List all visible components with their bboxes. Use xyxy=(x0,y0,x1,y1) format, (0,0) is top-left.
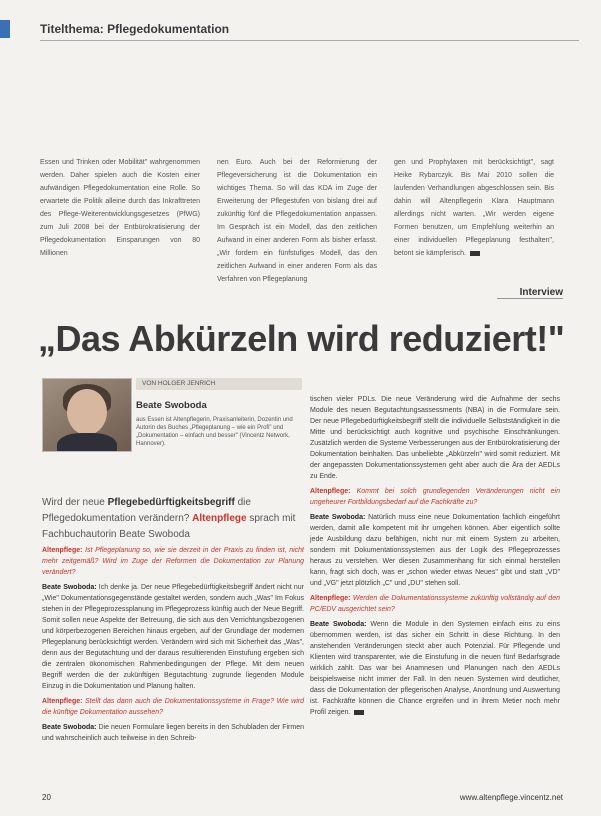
end-mark-icon xyxy=(470,251,480,256)
lead-keyword: Pflegebedürftigkeitsbegriff xyxy=(107,497,235,508)
interview-answer: Beate Swoboda: Die neuen Formulare liegen bereits in den Schubladen der Firmen und wahrscheinlich auch teilweise in den Schreib- xyxy=(42,724,304,742)
intro-column-1: Essen und Trinken oder Mobilität" wahrgenommen werden. Daher spielen auch die Kosten einer aufwändigen Pflegedokumentation eine Rolle. So erwartete die Politik alleine durch das Inkrafttreten des Pflege-Weiterentwicklungsgesetzes (PfWG) zum Juli 2008 bei der Entbürokratisierung der Pflegedokumentation Einsparungen von 80 Millionen xyxy=(40,159,200,257)
speaker-tag: Beate Swoboda: xyxy=(310,621,367,628)
interview-answer: Beate Swoboda: Ich denke ja. Der neue Pflegebedürftigkeitsbegriff ändert nicht nur „Wie" Dokumentationsgegenstände gestaltet werden, sondern auch „Was" Im Fokus stehen in der Pflegeprozessplanung im Pflegeprozess künftig auch der Neue Begriff. Somit sollen neue Aspekte der Betreuung, die sich aus den Verrichtungsbezogenen und körperbezogenen Bereichen hinaus ergeben, auf der Grundlage der modernen Pflegeplanung berücksichtigt werden. Verändern wird sich mit Sicherheit das „Was", denn aus der Begutachtung und der daraus resultierenden Einstufung ergeben sich die zentralen ökonomischen Rahmenbedingungen der Pflege. Mit dem neuen Begriff werden die der zukünftigen Begutachtung zugrunde liegenden Module Einzug in die Dokumentation und Planung halten. xyxy=(42,584,304,690)
interview-section-label: Interview xyxy=(519,287,563,298)
end-mark-icon xyxy=(354,710,364,715)
interview-answer: Beate Swoboda: Natürlich muss eine neue Dokumentation fachlich eingeführt werden, damit alle kompetent mit ihr umgehen können. Aber eigentlich sollte jede Ausbildung dazu befähigen, nicht nur mit einem System zu arbeiten, sondern mit Dokumentationssystemen aus der Logik des Pflegeprozesses heraus zu verstehen. Wer diesen Zusammenhang für sich einmal herstellen kann, fragt sich doch, was er „schon wieder etwas Neues" gibt und statt „VD" und „VG" jetzt plötzlich „C" und „DU" stehen soll. xyxy=(310,514,561,587)
interviewee-description: aus Essen ist Altenpflegerin, Praxisanleiterin, Dozentin und Autorin des Buches „Pflegeplanung – wie ein Profi" und „Dokumentation – einfach und besser" (Vincentz Network, Hannover). xyxy=(136,417,293,447)
interview-question: Altenpflege: Stellt das dann auch die Dokumentationssysteme in Frage? Wie wird die künftige Dokumentation aussehen? xyxy=(42,698,304,716)
header-divider xyxy=(40,40,579,41)
speaker-tag: Altenpflege: xyxy=(310,488,351,495)
interviewee-name: Beate Swoboda xyxy=(136,400,207,411)
interview-question: Altenpflege: Ist Pflegeplanung so, wie sie derzeit in der Praxis zu finden ist, nicht mehr zeitgemäß? Wird im Zuge der Reformen die Dokumentation zur Planung verändert? xyxy=(42,547,304,576)
portrait-photo xyxy=(42,378,132,452)
section-title: Titelthema: Pflegedokumentation xyxy=(40,22,230,36)
intro-text xyxy=(40,156,570,283)
interview-answer: Beate Swoboda: Wenn die Module in den Systemen einfach eins zu eins übernommen werden, ist das sicher ein Schritt in diese Richtung. In den anstehenden Veränderungen steckt aber auch Potenzial. Für Pflegende und Klienten wird transparenter, wie die Einstufung in die neuen fünf Bedarfsgrade wirklich zahlt. Das war bei Anamnesen und Planungen nach den AEDLs beispielsweise nicht immer der Fall. In den neuen Systemen wird deutlicher, dass die Dokumentation der pflegerischen Analyse, Anordnung und Auswertung ist. Fachkräfte können die Chance ergreifen und in ihrem Metier noch mehr Profil zeigen. xyxy=(310,621,561,716)
author-byline: VON HOLGER JENRICH xyxy=(136,378,302,390)
page-header xyxy=(0,0,601,42)
interview-right-column xyxy=(310,394,560,722)
speaker-tag: Altenpflege: xyxy=(310,595,351,602)
speaker-tag: Beate Swoboda: xyxy=(310,514,366,521)
article-headline: „Das Abkürzeln wird reduziert!" xyxy=(38,318,565,359)
speaker-tag: Altenpflege: xyxy=(42,547,83,554)
intro-column-2: nen Euro. Auch bei der Reformierung der Pflegeversicherung ist die Dokumentation ein wichtiges Thema. So will das KDA im Zuge der Erweiterung der Pflegestufen von bislang drei auf zukünftig fünf die Pflegedokumentation anpassen. Im Gespräch ist ein Modell, das den zeitlichen Aufwand in einer anderen Form als bisher erfasst. „Wir fordern ein fünfstufiges Modell, das den zeitlichen Aufwand in einer anderen Form als das Verfahren von Pflegeplanung xyxy=(217,159,377,283)
speaker-tag: Beate Swoboda: xyxy=(42,584,97,591)
interview-divider xyxy=(497,298,563,299)
speaker-tag: Altenpflege: xyxy=(42,698,83,705)
interview-left-column xyxy=(42,545,304,748)
page-number: 20 xyxy=(42,793,51,802)
footer-url: www.altenpflege.vincentz.net xyxy=(459,793,563,802)
intro-column-3: gen und Prophylaxen mit berücksichtigt", sagt Heike Rybarczyk. Bis Mai 2010 sollen die laufenden Verhandlungen abgeschlossen sein. Bis dahin will Altenpflegerin Klara Hauptmann allerdings nicht warten. „Wir werden eigene Formen benutzen, um Empfehlung weiterhin an einer individuellen Pflegeplanung festhalten", betont sie kämpferisch. xyxy=(394,159,554,257)
article-lead: Wird der neue Pflegebedürftigkeitsbegriff die Pflegedokumentation verändern? Altenpflege sprach mit Fachbuchautorin Beate Swoboda xyxy=(42,497,296,540)
interview-question: Altenpflege: Kommt bei solch grundlegenden Veränderungen nicht ein ungeheurer Fortbildungsbedarf auf die Fachkräfte zu? xyxy=(310,488,560,506)
header-accent-bar xyxy=(0,20,10,38)
interview-answer: tischen vieler PDLs. Die neue Veränderung wird die Aufnahme der sechs Module des neuen Begutachtungsassessments (NBA) in die Formulare sein. Der neue Pflegebedürftigkeitsbegriff stellt die individuelle Selbstständigkeit in die Mitte und berücksichtigt auch kognitive und psychische Einschränkungen. Zusätzlich werden die Systeme Verbesserungen aus der Entbürokratisierung der Dokumentation beinhalten. Das unbeliebte „Abkürzeln" wird somit reduziert. Mit der angepassten Dokumentationssystemen geht aber auch die Ära der AEDLs zu Ende. xyxy=(310,396,560,480)
interview-question: Altenpflege: Werden die Dokumentationssysteme zukünftig vollständig auf den PC/EDV ausgerichtet sein? xyxy=(310,595,560,613)
speaker-tag: Beate Swoboda: xyxy=(42,724,97,731)
lead-brand: Altenpflege xyxy=(192,513,247,524)
